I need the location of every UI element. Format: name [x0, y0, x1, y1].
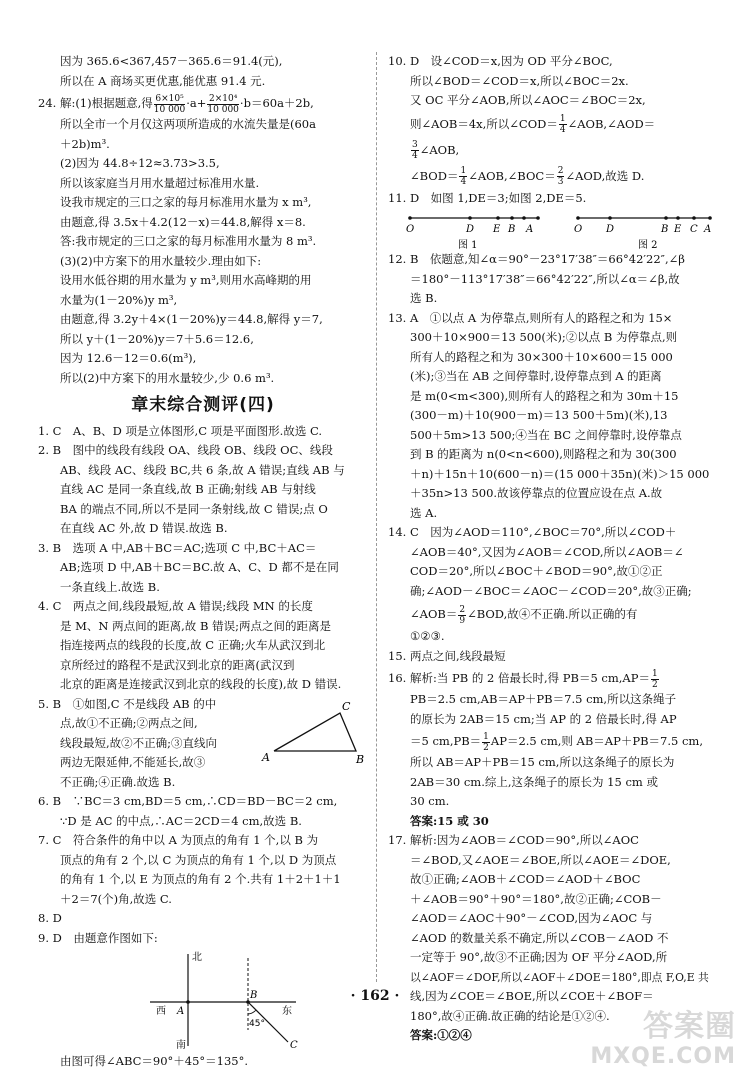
answer-12-line: 12. B 依题意,知∠α＝90°－23°17′38″＝66°42′22″,∠β: [388, 252, 685, 266]
section-title: 章末综合测评(四): [131, 395, 275, 415]
seg2-d: D: [606, 224, 615, 235]
answer-3-line: 一条直线上.故选 B.: [60, 579, 160, 594]
answer-10-line: 所以∠BOD＝∠COD＝x,所以∠BOC＝2x.: [410, 73, 629, 88]
answer-14-line: ∠AOB＝ $\frac{2}{9}$ ∠BOD,故④不正确.所以正确的有: [410, 604, 638, 626]
page-number: · 162 ·: [350, 988, 400, 1004]
point-label-b: B: [250, 990, 258, 1001]
seg1-b: B: [508, 224, 516, 235]
answer-5-line: 两边无限延伸,不能延长,故③: [60, 755, 206, 769]
text-line: 所以全市一个月仅这两项所造成的水流失量是(60a: [60, 117, 316, 131]
west-label: 西: [156, 1006, 166, 1017]
answer-17-line: 故①正确;∠AOB＋∠COD＝∠AOD＋∠BOC: [410, 872, 641, 886]
east-label: 东: [282, 1006, 292, 1017]
answer-6-line: ∵D 是 AC 的中点,∴AC＝2CD＝4 cm,故选 B.: [60, 813, 302, 828]
seg2-b: B: [661, 224, 669, 235]
text-line: 所以(2)中方案下的用水量较少,少 0.6 m³.: [60, 370, 275, 385]
answer-4-line: 指连接两点的线段的长度,故 C 正确;火车从武汉到北: [60, 638, 326, 652]
answer-2-line: 在直线 AC 外,故 D 错误.故选 B.: [60, 521, 228, 535]
text-line: 水量为(1－20%)y m³,: [60, 292, 178, 307]
point-label-c: C: [290, 1040, 298, 1050]
answer-13-line: 所有人的路程之和为 30×300＋10×600＝15 000: [410, 349, 673, 364]
answer-7-line: 顶点的角有 2 个,以 C 为顶点的角有 1 个,以 D 为顶点: [60, 852, 337, 867]
right-column: [388, 52, 720, 1046]
answer-17-line: 线,因为∠COE＝∠BOE,所以∠COE＋∠BOF＝: [410, 989, 654, 1003]
north-label: 北: [192, 952, 202, 963]
answer-4-line: 是 M、N 两点间的距离,故 B 错误;两点之间的距离是: [60, 618, 331, 633]
point-label-a: A: [177, 1006, 185, 1017]
answer-5-line: 5. B ①如图,C 不是线段 AB 的中: [38, 696, 217, 711]
answer-9: 9. D 由题意作图如下:: [38, 930, 158, 945]
answer-17-result: 答案:①②④: [410, 1028, 472, 1042]
text-line: 由题意,得 3.2y＋4×(1－20%)y＝44.8,解得 y＝7,: [60, 312, 323, 326]
answer-13-line: 是 m(0<m<300),则所有人的路程之和为 30m＋15: [410, 388, 679, 403]
answer-2-line: BA 的端点不同,所以不是同一条射线,故 C 错误;点 O: [60, 501, 328, 516]
answer-4-line: 北京的距离是连接武汉到北京的线段的长度),故 D 错误.: [60, 677, 342, 691]
answer-17-line: ∠AOD＝∠AOC＋90°－∠COD,因为∠AOC 与: [410, 911, 653, 925]
fig1-label: 图 1: [458, 240, 478, 250]
answer-5-line: 点,故①不正确;②两点之间,: [60, 716, 198, 730]
answer-3-line: 3. B 选项 A 中,AB＋BC＝AC;选项 C 中,BC＋AC＝: [38, 540, 317, 555]
answer-10-line: 则∠AOB＝4x,所以∠COD＝ $\frac{1}{4}$ ∠AOB,∠AOD＝: [410, 114, 656, 135]
text-line: 由题意,得 3.5x＋4.2(12－x)＝44.8,解得 x＝8.: [60, 214, 306, 229]
answer-2-line: AB、线段 AC、线段 BC,共 6 条,故 A 错误;直线 AB 与: [60, 462, 345, 477]
answer-14-line: ①②③.: [410, 629, 445, 643]
answer-16-line: 的原长为 2AB＝15 cm;当 AP 的 2 倍最长时,得 AP: [410, 711, 677, 726]
text-line: ＋2b)m³.: [60, 136, 110, 151]
text-line: 所以该家庭当月用水量超过标准用水量.: [60, 175, 260, 190]
watermark-logo: 答案圈 MXQE.COM: [590, 1009, 736, 1069]
text-line: 24. 解:(1)根据题意,得 $\frac{\text{6×10⁵}}{10 000}$ ·a+ $\frac{\text{2×10⁴}}{10 000}$ ·b＝60a＋2b,: [38, 93, 314, 115]
answer-4-line: 京所经过的路程不是武汉到北京的距离(武汉到: [60, 657, 295, 672]
answer-17-line: 以∠AOF＝∠DOF,所以∠AOF＋∠DOE＝180°,即点 F,O,E 共: [410, 970, 709, 984]
text-line: 设用水低谷期的用水量为 y m³,则用水高峰期的用: [60, 273, 312, 287]
answer-16-line: 30 cm.: [410, 794, 450, 808]
text-line: 答:我市规定的三口之家的每月标准用水量为 8 m³.: [60, 234, 317, 248]
seg1-e: E: [493, 224, 501, 235]
text-line: 因为 12.6－12＝0.6(m³),: [60, 351, 197, 365]
answer-16-result: 答案:15 或 30: [410, 813, 489, 828]
answer-17-line: 180°,故④正确.故正确的结论是①②④.: [410, 1008, 610, 1023]
answer-13-line: 13. A ①以点 A 为停靠点,则所有人的路程之和为 15×: [388, 310, 673, 325]
point-label-c: C: [342, 699, 351, 713]
answer-13-line: ＋n)＋15n＋10(600－n)＝(15 000＋35n)(米)＞15 000: [410, 466, 710, 481]
answer-7-line: 7. C 符合条件的角中以 A 为顶点的角有 1 个,以 B 为: [38, 833, 319, 847]
answer-2-line: 2. B 图中的线段有线段 OA、线段 OB、线段 OC、线段: [38, 443, 333, 457]
seg1-o: O: [406, 224, 415, 235]
answer-15: 15. 两点之间,线段最短: [388, 648, 506, 663]
point-label-a: A: [262, 750, 270, 764]
seg1-a: A: [526, 224, 534, 235]
answer-16-line: 2AB＝30 cm.综上,这条绳子的原长为 15 cm 或: [410, 774, 658, 789]
answer-17-line: ＋∠AOB＝90°＋90°＝180°,故②正确;∠COB－: [410, 891, 662, 906]
answer-13-line: ＋35n>13 500.故该停靠点的位置应设在点 A.故: [410, 486, 663, 500]
seg2-o: O: [574, 224, 583, 235]
answer-10-line: $\frac{3}{4}$ ∠AOB,: [412, 140, 460, 161]
answer-9-conclusion: 由图可得∠ABC＝90°＋45°＝135°.: [60, 1054, 249, 1068]
answer-2-line: 直线 AC 是同一条直线,故 B 正确;射线 AB 与射线: [60, 482, 316, 496]
answer-5: [38, 695, 368, 793]
left-column: [38, 52, 368, 1072]
text-line: 所以在 A 商场买更优惠,能优惠 91.4 元.: [60, 73, 266, 88]
answer-14-line: COD＝20°,所以∠BOC＋∠BOD＝90°,故①②正: [410, 564, 663, 578]
seg1-d: D: [466, 224, 475, 235]
answer-17-line: 17. 解析:因为∠AOB＝∠COD＝90°,所以∠AOC: [388, 833, 639, 847]
answer-13-line: 选 A.: [410, 505, 438, 520]
angle-label: 45°: [249, 1019, 265, 1029]
answer-5-line: 不正确;④正确.故选 B.: [60, 774, 176, 789]
answer-7-line: ＋2＝7(个)角,故选 C.: [60, 891, 172, 906]
answer-14-line: 14. C 因为∠AOD＝110°,∠BOC＝70°,所以∠COD＋: [388, 525, 677, 539]
answer-13-line: 到 B 的距离为 n(0<n<600),则路程之和为 30(300: [410, 447, 677, 461]
answer-13-line: 500＋5m>13 500;④当在 BC 之间停靠时,设停靠点: [410, 427, 682, 442]
answer-13-line: (300－m)＋10(900－m)＝13 500＋5m)(米),13: [410, 408, 668, 422]
fig2-label: 图 2: [638, 240, 658, 250]
answer-16-line: 所以 AB＝AP＋PB＝15 cm,所以这条绳子的原长为: [410, 755, 675, 769]
text-line: 因为 365.6<367,457－365.6＝91.4(元),: [60, 54, 283, 68]
answer-5-line: 线段最短,故②不正确;③直线向: [60, 735, 218, 750]
answer-14-line: ∠AOB＝40°,又因为∠AOB＝∠COD,所以∠AOB＝∠: [410, 544, 684, 559]
answer-1: 1. C A、B、D 项是立体图形,C 项是平面图形.故选 C.: [38, 423, 323, 438]
answer-12-line: ＝180°－113°17′38″＝66°42′22″,所以∠α＝∠β,故: [410, 271, 680, 286]
text-line: (2)因为 44.8÷12≈3.73>3.5,: [60, 156, 220, 170]
triangle-figure: [260, 699, 370, 769]
answer-12-line: 选 B.: [410, 291, 438, 305]
answer-10-line: ∠BOD＝ $\frac{1}{4}$ ∠AOB,∠BOC＝ $\frac{2}{3}$ ∠AOD,故选 D.: [410, 166, 645, 187]
answer-17-line: 一定等于 90°,故③不正确;因为 OF 平分∠AOD,所: [410, 950, 668, 964]
answer-13-line: (米);③当在 AB 之间停靠时,设停靠点到 A 的距离: [410, 369, 662, 383]
answer-16-line: 16. 解析:当 PB 的 2 倍最长时,得 PB＝5 cm,AP＝ $\frac{1}{2}$: [388, 668, 658, 690]
seg2-e: E: [674, 224, 682, 235]
seg2-c: C: [690, 224, 698, 235]
text-line: 设我市规定的三口之家的每月标准用水量为 x m³,: [60, 195, 312, 209]
answer-10-line: 又 OC 平分∠AOB,所以∠AOC＝∠BOC＝2x,: [410, 93, 646, 107]
answer-11: 11. D 如图 1,DE＝3;如图 2,DE＝5.: [388, 190, 587, 205]
point-label-b: B: [356, 752, 365, 766]
answer-16-line: PB＝2.5 cm,AB＝AP＋PB＝7.5 cm,所以这条绳子: [410, 692, 677, 706]
south-label: 南: [176, 1040, 186, 1050]
answer-8: 8. D: [38, 911, 62, 925]
segment-figures: [388, 208, 718, 250]
answer-3-line: AB;选项 D 中,AB＋BC＝BC.故 A、C、D 都不是在同: [60, 560, 339, 574]
answer-4-line: 4. C 两点之间,线段最短,故 A 错误;线段 MN 的长度: [38, 599, 313, 613]
answer-17-line: ∠AOD 的数量关系不确定,所以∠COB－∠AOD 不: [410, 930, 669, 945]
answer-17-line: ＝∠BOD,又∠AOE＝∠BOE,所以∠AOE＝∠DOE,: [410, 852, 671, 867]
answer-13-line: 300＋10×900＝13 500(米);②以点 B 为停靠点,则: [410, 330, 678, 344]
answer-7-line: 的角有 1 个,以 E 为顶点的角有 2 个.共有 1＋2＋1＋1: [60, 872, 341, 886]
answer-16-line: ＝5 cm,PB＝ $\frac{1}{2}$ AP＝2.5 cm,则 AB＝AP＋PB＝7.5 cm,: [410, 731, 703, 753]
text-line: (3)(2)中方案下的用水量较少.理由如下:: [60, 253, 262, 268]
text-line: 所以 y＋(1－20%)y＝7＋5.6＝12.6,: [60, 331, 254, 346]
column-divider: [376, 52, 377, 982]
seg2-a: A: [704, 224, 712, 235]
answer-14-line: 确;∠AOD－∠BOC＝∠AOC－∠COD＝20°,故③正确;: [410, 583, 692, 598]
answer-6-line: 6. B ∵BC＝3 cm,BD＝5 cm,∴CD＝BD－BC＝2 cm,: [38, 794, 338, 808]
answer-10-line: 10. D 设∠COD＝x,因为 OD 平分∠BOC,: [388, 54, 613, 68]
